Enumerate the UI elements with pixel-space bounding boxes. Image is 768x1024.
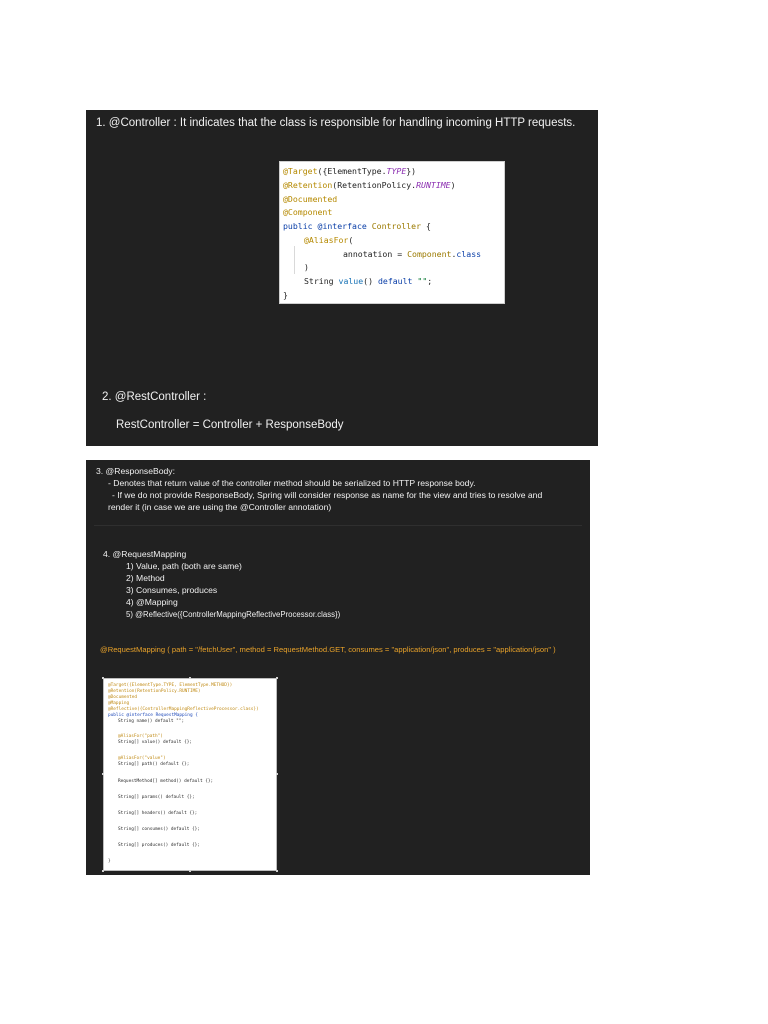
code-line: public @interface RequestMapping {: [108, 713, 198, 718]
code-line: @Target({ElementType.TYPE, ElementType.METHOD}): [108, 683, 233, 688]
divider: [94, 525, 582, 526]
responsebody-description-line: render it (in case we are using the @Controller annotation): [108, 502, 332, 512]
code-line: @Retention(RetentionPolicy.RUNTIME): [108, 689, 201, 694]
code-line: @Component: [283, 207, 333, 217]
restcontroller-heading: 2. @RestController :: [102, 391, 207, 403]
restcontroller-formula: RestController = Controller + ResponseBody: [116, 419, 344, 431]
code-line: @Reflective({ControllerMappingReflectiveProcessor.class}): [108, 707, 259, 712]
code-line: @AliasFor("path"): [118, 734, 163, 739]
code-line: public @interface Controller {: [283, 221, 431, 231]
requestmapping-item: 1) Value, path (both are same): [126, 561, 242, 571]
requestmapping-code-snippet: [103, 678, 277, 871]
requestmapping-example: @RequestMapping ( path = "/fetchUser", method = RequestMethod.GET, consumes = "application/json", produces = "application/json" ): [100, 645, 556, 654]
controller-heading: 1. @Controller : It indicates that the class is responsible for handling incoming HTTP requests.: [96, 117, 576, 129]
requestmapping-heading: 4. @RequestMapping: [103, 549, 187, 559]
responsebody-requestmapping-panel: [86, 460, 590, 875]
code-line: @Mapping: [108, 701, 130, 706]
code-line: String[] params() default {};: [118, 795, 195, 800]
requestmapping-item: 2) Method: [126, 573, 165, 583]
code-line: @Documented: [108, 695, 138, 700]
code-line: String[] consumes() default {};: [118, 827, 200, 832]
code-line: String[] path() default {};: [118, 762, 190, 767]
selection-handle: [276, 773, 278, 775]
code-line: String[] produces() default {};: [118, 843, 200, 848]
selection-handle: [102, 870, 104, 872]
code-line: String[] headers() default {};: [118, 811, 198, 816]
selection-handle: [276, 677, 278, 679]
code-line: RequestMethod[] method() default {};: [118, 779, 214, 784]
requestmapping-item: 4) @Mapping: [126, 597, 178, 607]
code-line: annotation = Component.class: [343, 249, 482, 259]
code-line: @Target({ElementType.TYPE}): [283, 166, 417, 176]
selection-handle: [189, 870, 191, 872]
requestmapping-item: 5) @Reflective({ControllerMappingReflectiveProcessor.class}): [126, 610, 341, 619]
responsebody-heading: 3. @ResponseBody:: [96, 466, 175, 476]
code-line: @AliasFor(: [304, 235, 354, 245]
code-line: }: [283, 290, 288, 300]
code-line: @Retention(RetentionPolicy.RUNTIME): [283, 180, 456, 190]
selection-handle: [102, 773, 104, 775]
controller-panel: [86, 110, 598, 446]
code-line: @Documented: [283, 194, 338, 204]
responsebody-description-line: - If we do not provide ResponseBody, Spring will consider response as name for the view and tries to resolve and: [112, 490, 543, 500]
responsebody-description-line: - Denotes that return value of the controller method should be serialized to HTTP response body.: [108, 478, 476, 488]
selection-handle: [189, 677, 191, 679]
selection-handle: [276, 870, 278, 872]
requestmapping-item: 3) Consumes, produces: [126, 585, 218, 595]
code-line: ): [304, 262, 309, 272]
selection-handle: [102, 677, 104, 679]
code-line: String[] value() default {};: [118, 740, 193, 745]
code-indent-guide: [294, 246, 295, 274]
code-line: String value() default "";: [304, 276, 433, 286]
code-line: @AliasFor("value"): [118, 756, 166, 761]
controller-code-snippet: [279, 161, 505, 304]
code-line: }: [108, 859, 111, 864]
code-line: String name() default "";: [118, 719, 185, 724]
